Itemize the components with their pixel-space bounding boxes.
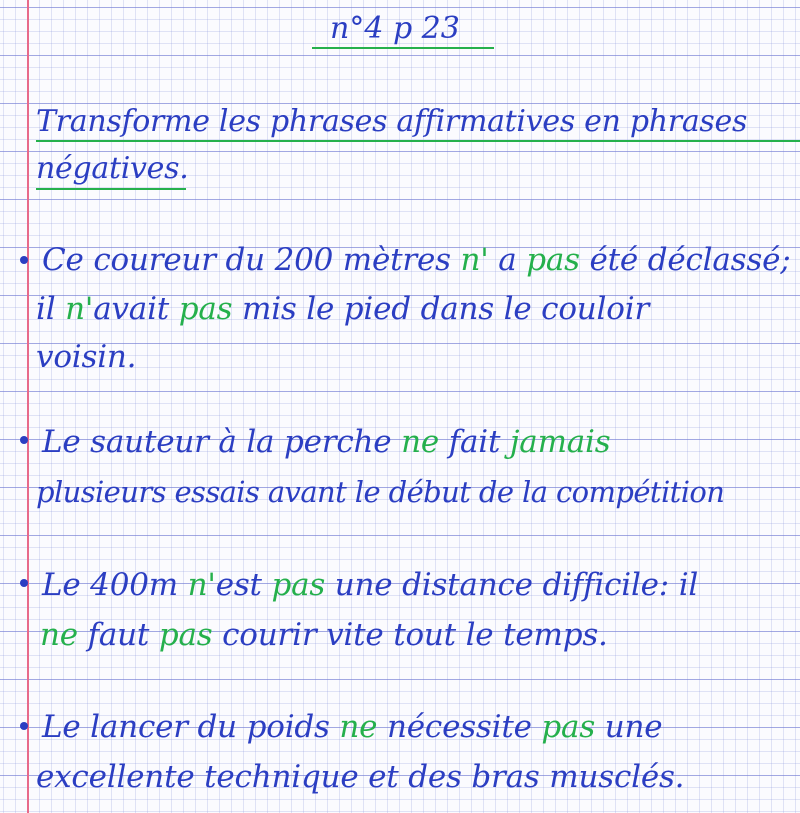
exercise-title: n°4 p 23 xyxy=(330,11,460,46)
text-segment: Le sauteur à la perche xyxy=(42,424,402,460)
instruction-line-2: négatives. xyxy=(36,151,189,186)
bullet-point xyxy=(20,256,28,264)
text-segment: n' xyxy=(65,291,94,327)
item-4-line-1 xyxy=(42,709,663,745)
item-2-line-2 xyxy=(36,475,725,509)
text-segment: pas xyxy=(541,709,596,745)
text-segment: pas xyxy=(158,617,213,653)
item-1-line-1 xyxy=(42,242,791,278)
text-segment: fait xyxy=(439,424,510,460)
text-segment: été déclassé; xyxy=(579,242,791,278)
text-segment: avait xyxy=(93,291,179,327)
text-segment: une distance difficile: il xyxy=(325,567,699,603)
text-segment: ne xyxy=(339,709,378,745)
bullet-point xyxy=(20,436,28,444)
text-segment: a xyxy=(488,242,527,278)
text-segment: pas xyxy=(526,242,580,278)
text-segment: nécessite xyxy=(377,709,542,745)
text-segment: ne xyxy=(401,424,440,460)
text-segment: pas xyxy=(271,567,326,603)
item-1-line-3 xyxy=(36,339,137,375)
bullet-point xyxy=(20,722,28,730)
instruction-line-1: Transforme les phrases affirmatives en phrases xyxy=(36,104,748,139)
text-segment: courir vite tout le temps. xyxy=(212,617,608,653)
text-segment: est xyxy=(215,567,272,603)
instruction-underline-2 xyxy=(36,188,186,190)
title-underline xyxy=(312,47,494,49)
text-segment: Ce coureur du 200 mètres xyxy=(42,242,461,278)
text-segment: ne xyxy=(40,617,78,653)
notebook-margin-line xyxy=(27,0,29,813)
item-3-line-1 xyxy=(42,567,699,603)
item-4-line-2 xyxy=(36,759,685,795)
text-segment: voisin. xyxy=(36,339,137,375)
text-segment: faut xyxy=(77,617,159,653)
text-segment: jamais xyxy=(509,424,611,460)
text-segment: n' xyxy=(187,567,216,603)
text-segment: pas xyxy=(178,291,233,327)
item-1-line-2 xyxy=(36,291,650,327)
item-2-line-1 xyxy=(42,424,611,460)
text-segment: Le lancer du poids xyxy=(42,709,340,745)
instruction-underline-1 xyxy=(36,140,800,142)
text-segment: mis le pied dans le couloir xyxy=(232,291,650,327)
text-segment: une xyxy=(595,709,663,745)
bullet-point xyxy=(20,579,28,587)
text-segment: plusieurs essais avant le début de la compétition xyxy=(36,475,725,509)
text-segment: Le 400m xyxy=(42,567,188,603)
item-3-line-2 xyxy=(40,617,608,653)
text-segment: excellente technique et des bras musclés. xyxy=(36,759,685,795)
text-segment: il xyxy=(36,291,66,327)
text-segment: n' xyxy=(460,242,489,278)
